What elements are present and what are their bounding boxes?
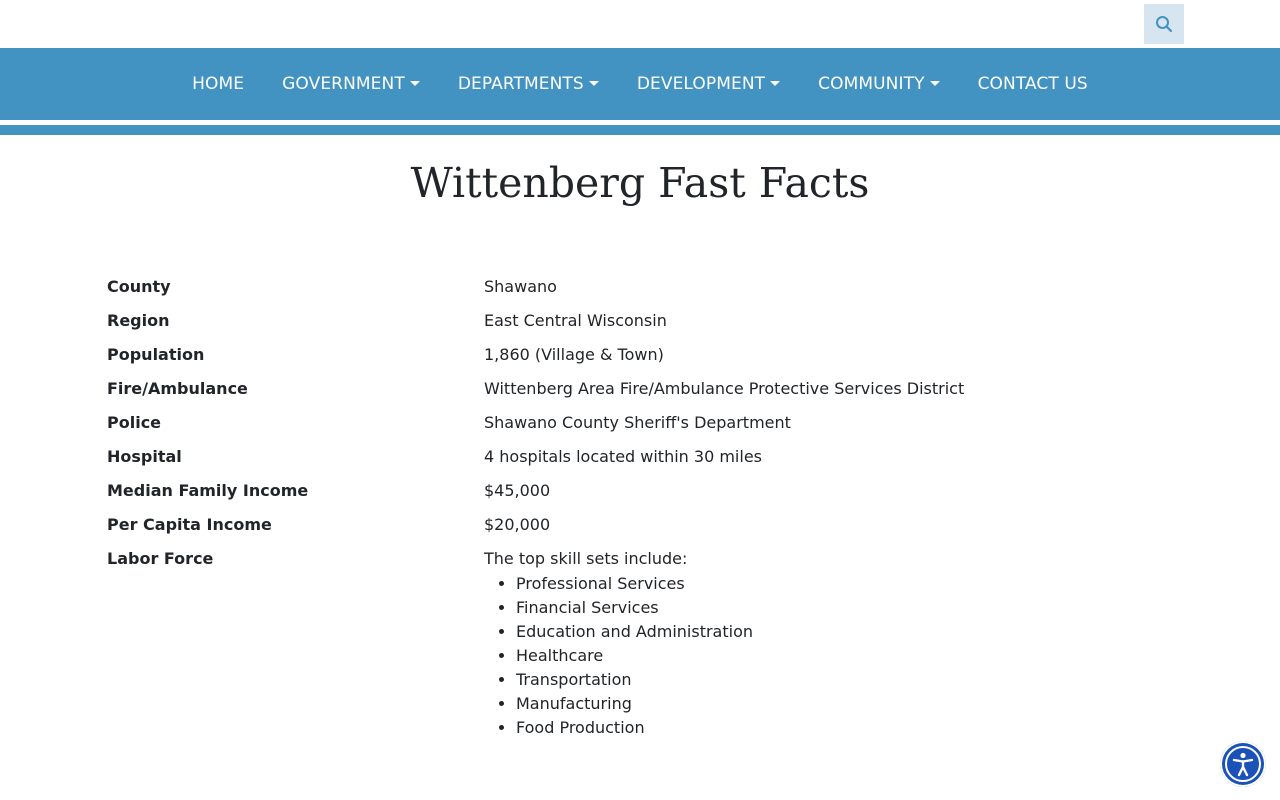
search-button[interactable]	[1144, 4, 1184, 44]
fact-value: Shawano County Sheriff's Department	[484, 413, 791, 432]
list-item: • Healthcare	[516, 644, 753, 668]
fact-label: Labor Force	[107, 549, 214, 568]
nav-item-label: GOVERNMENT	[282, 74, 405, 94]
fact-value: 1,860 (Village & Town)	[484, 345, 664, 364]
nav-item-label: COMMUNITY	[818, 74, 925, 94]
nav-item-label: DEPARTMENTS	[457, 74, 584, 94]
nav-item-development[interactable]	[618, 74, 799, 94]
accessibility-icon	[1223, 744, 1263, 784]
accessibility-button[interactable]	[1220, 741, 1266, 787]
fact-label: Fire/Ambulance	[107, 379, 248, 398]
skill-list	[484, 572, 753, 740]
fact-label: Hospital	[107, 447, 182, 466]
nav-item-label: DEVELOPMENT	[636, 74, 766, 94]
nav-menu	[0, 48, 1280, 120]
labor-force-intro: The top skill sets include:	[484, 549, 688, 568]
fact-value-labor-force	[484, 548, 753, 740]
list-item: • Transportation	[516, 668, 753, 692]
fact-row-per-capita-income	[107, 514, 1173, 548]
fact-row-labor-force	[107, 548, 1173, 740]
fact-label: Population	[107, 345, 205, 364]
list-item: • Manufacturing	[516, 692, 753, 716]
nav-item-departments[interactable]	[439, 74, 618, 94]
fact-value: 4 hospitals located within 30 miles	[484, 447, 762, 466]
nav-divider-stripe	[0, 125, 1280, 135]
top-bar	[0, 0, 1280, 48]
fact-row-hospital	[107, 446, 1173, 480]
fact-value: Wittenberg Area Fire/Ambulance Protective Services District	[484, 379, 965, 398]
fact-value: $20,000	[484, 515, 551, 534]
nav-item-community[interactable]	[799, 74, 958, 94]
fact-row-fire-ambulance	[107, 378, 1173, 412]
nav-item-label: CONTACT US	[977, 74, 1088, 94]
fact-label: Median Family Income	[107, 481, 309, 500]
fact-value: East Central Wisconsin	[484, 311, 667, 330]
list-item: • Financial Services	[516, 596, 753, 620]
nav-item-label: HOME	[192, 74, 245, 94]
fact-row-county	[107, 276, 1173, 310]
fact-value: Shawano	[484, 277, 557, 296]
page-title: Wittenberg Fast Facts	[410, 159, 870, 207]
caret-down-icon	[770, 81, 780, 86]
fact-label: Police	[107, 413, 162, 432]
fact-label: County	[107, 277, 171, 296]
caret-down-icon	[410, 81, 420, 86]
fact-value: $45,000	[484, 481, 551, 500]
list-item: • Education and Administration	[516, 620, 753, 644]
caret-down-icon	[589, 81, 599, 86]
nav-item-contact-us[interactable]	[959, 74, 1107, 94]
fact-row-police	[107, 412, 1173, 446]
list-item: • Professional Services	[516, 572, 753, 596]
fact-row-region	[107, 310, 1173, 344]
caret-down-icon	[930, 81, 940, 86]
fact-row-median-family-income	[107, 480, 1173, 514]
fact-row-population	[107, 344, 1173, 378]
list-item: • Food Production	[516, 716, 753, 740]
fact-label: Per Capita Income	[107, 515, 272, 534]
nav-item-home[interactable]	[173, 74, 263, 94]
main-navigation	[0, 48, 1280, 120]
fast-facts-table	[107, 276, 1173, 740]
fact-label: Region	[107, 311, 170, 330]
nav-item-government[interactable]	[263, 74, 439, 94]
search-icon	[1155, 15, 1173, 33]
